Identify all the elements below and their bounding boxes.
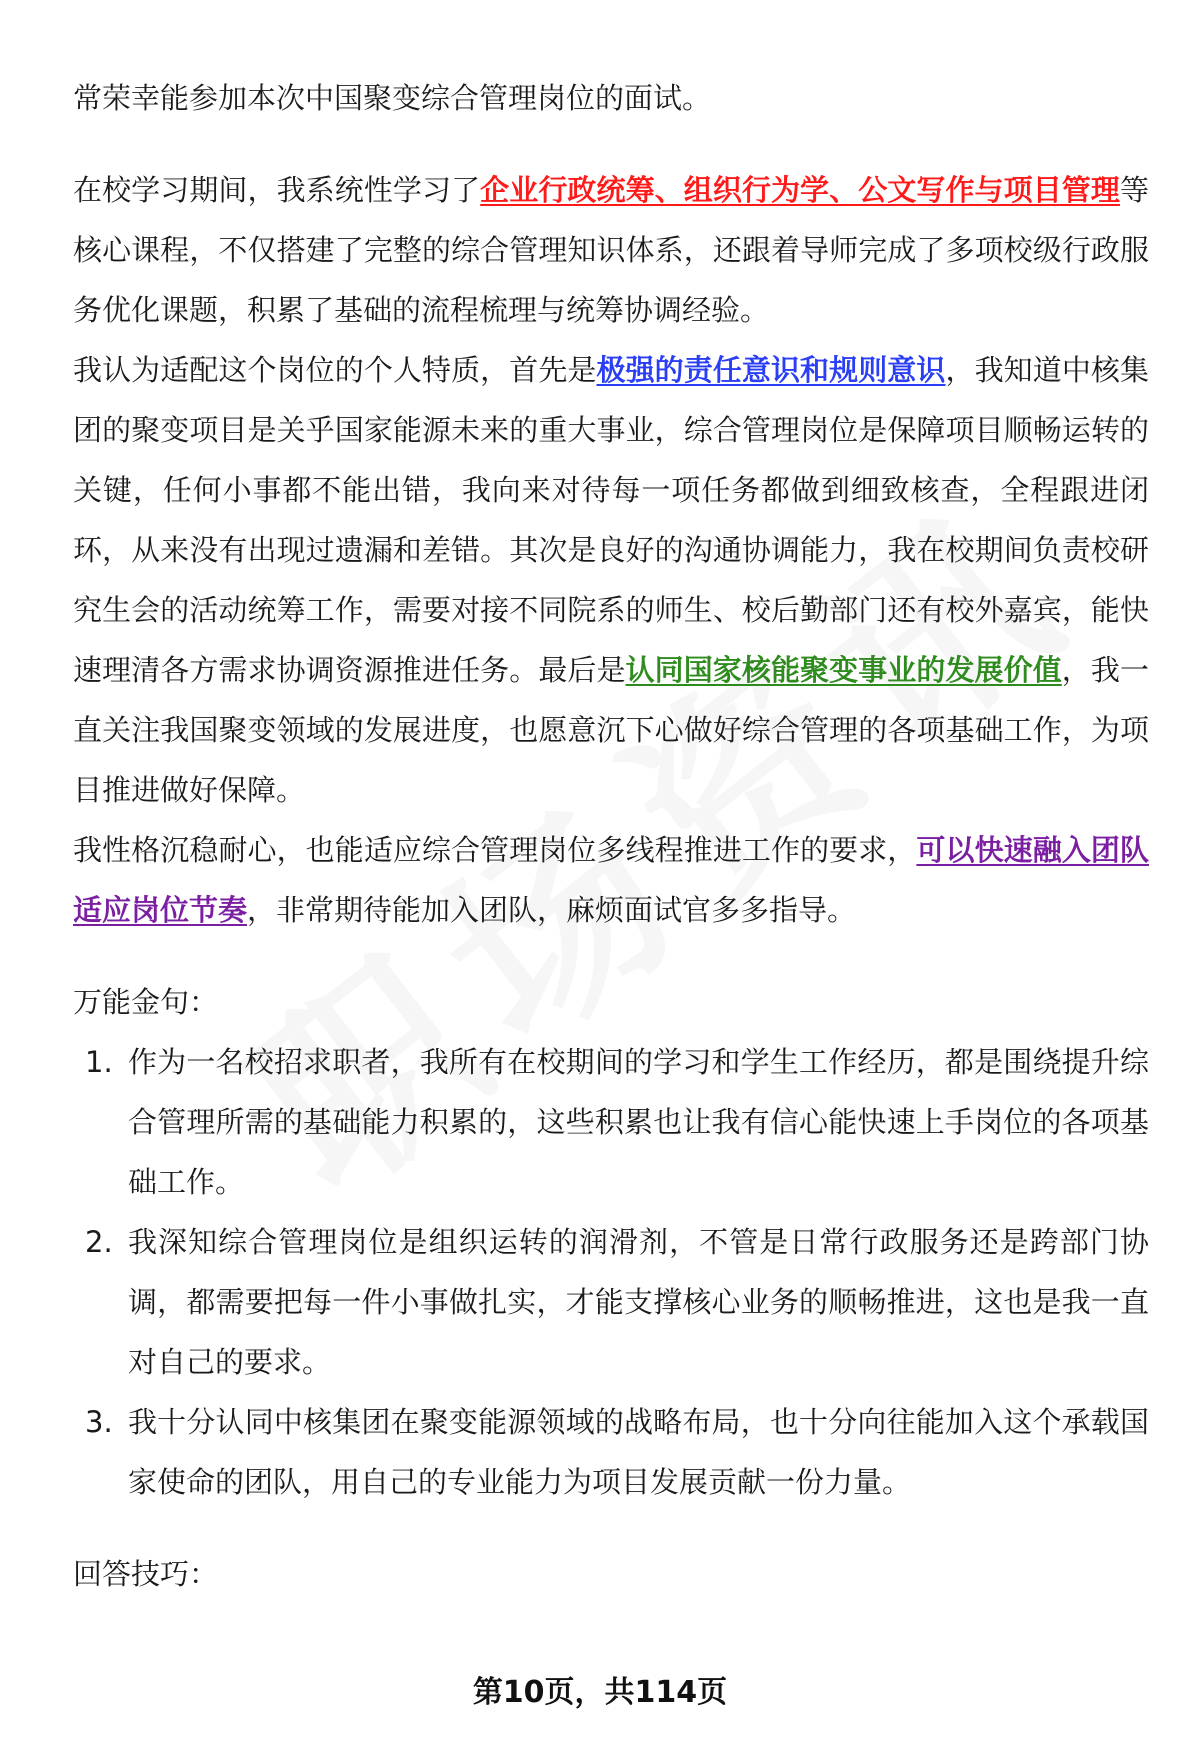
traits-text-after: ，我一直关注我国聚变领域的发展进度，也愿意沉下心做好综合管理的各项基础工作，为项目推进做好保障。 [73,653,1149,807]
list-item-text: 我十分认同中核集团在聚变能源领域的战略布局，也十分向往能加入这个承载国家使命的团队，用自己的专业能力为项目发展贡献一份力量。 [128,1405,1149,1499]
paragraph-traits [73,340,1149,820]
study-text-after: 等核心课程，不仅搭建了完整的综合管理知识体系，还跟着导师完成了多项校级行政服务优化课题，积累了基础的流程梳理与统筹协调经验。 [73,173,1149,327]
list-item [73,1392,1149,1512]
page-number-footer: 第10页，共114页 [472,1675,728,1710]
paragraph-study [73,160,1149,340]
personality-highlight-team: 可以快速融入团队适应岗位节奏 [73,833,1149,927]
list-item-number: 3. [85,1405,113,1439]
list-item-number: 1. [85,1045,113,1079]
intro-line: 常荣幸能参加本次中国聚变综合管理岗位的面试。 [73,81,712,115]
paragraph-personality [73,820,1149,940]
traits-text-before: 我认为适配这个岗位的个人特质，首先是 [73,353,597,387]
golden-sentences-title: 万能金句： [73,985,219,1019]
list-item-number: 2. [85,1225,113,1259]
document-body [73,68,1149,1604]
study-highlight-courses: 企业行政统筹、组织行为学、公文写作与项目管理 [480,173,1120,207]
list-item-text: 作为一名校招求职者，我所有在校期间的学习和学生工作经历，都是围绕提升综合管理所需的基础能力积累的，这些积累也让我有信心能快速上手岗位的各项基础工作。 [128,1045,1149,1199]
traits-highlight-value: 认同国家核能聚变事业的发展价值 [625,653,1062,687]
list-item [73,1212,1149,1392]
personality-text-before: 我性格沉稳耐心，也能适应综合管理岗位多线程推进工作的要求， [73,833,917,867]
list-item-text: 我深知综合管理岗位是组织运转的润滑剂，不管是日常行政服务还是跨部门协调，都需要把每一件小事做扎实，才能支撑核心业务的顺畅推进，这也是我一直对自己的要求。 [128,1225,1149,1379]
study-text-before: 在校学习期间，我系统性学习了 [73,173,481,207]
personality-text-after: ，非常期待能加入团队，麻烦面试官多多指导。 [247,893,857,927]
list-item [73,1032,1149,1212]
golden-sentences-list [73,1032,1149,1512]
answer-tips-title: 回答技巧： [73,1557,219,1591]
traits-highlight-responsibility: 极强的责任意识和规则意识 [596,353,946,387]
traits-text-middle: ，我知道中核集团的聚变项目是关乎国家能源未来的重大事业，综合管理岗位是保障项目顺畅运转的关键，任何小事都不能出错，我向来对待每一项任务都做到细致核查，全程跟进闭环，从来没有出现过遗漏和差错。其次是良好的沟通协调能力，我在校期间负责校研究生会的活动统筹工作，需要对接不同院系的师生、校后勤部门还有校外嘉宾，能快速理清各方需求协调资源推进任务。最后是 [73,353,1149,687]
